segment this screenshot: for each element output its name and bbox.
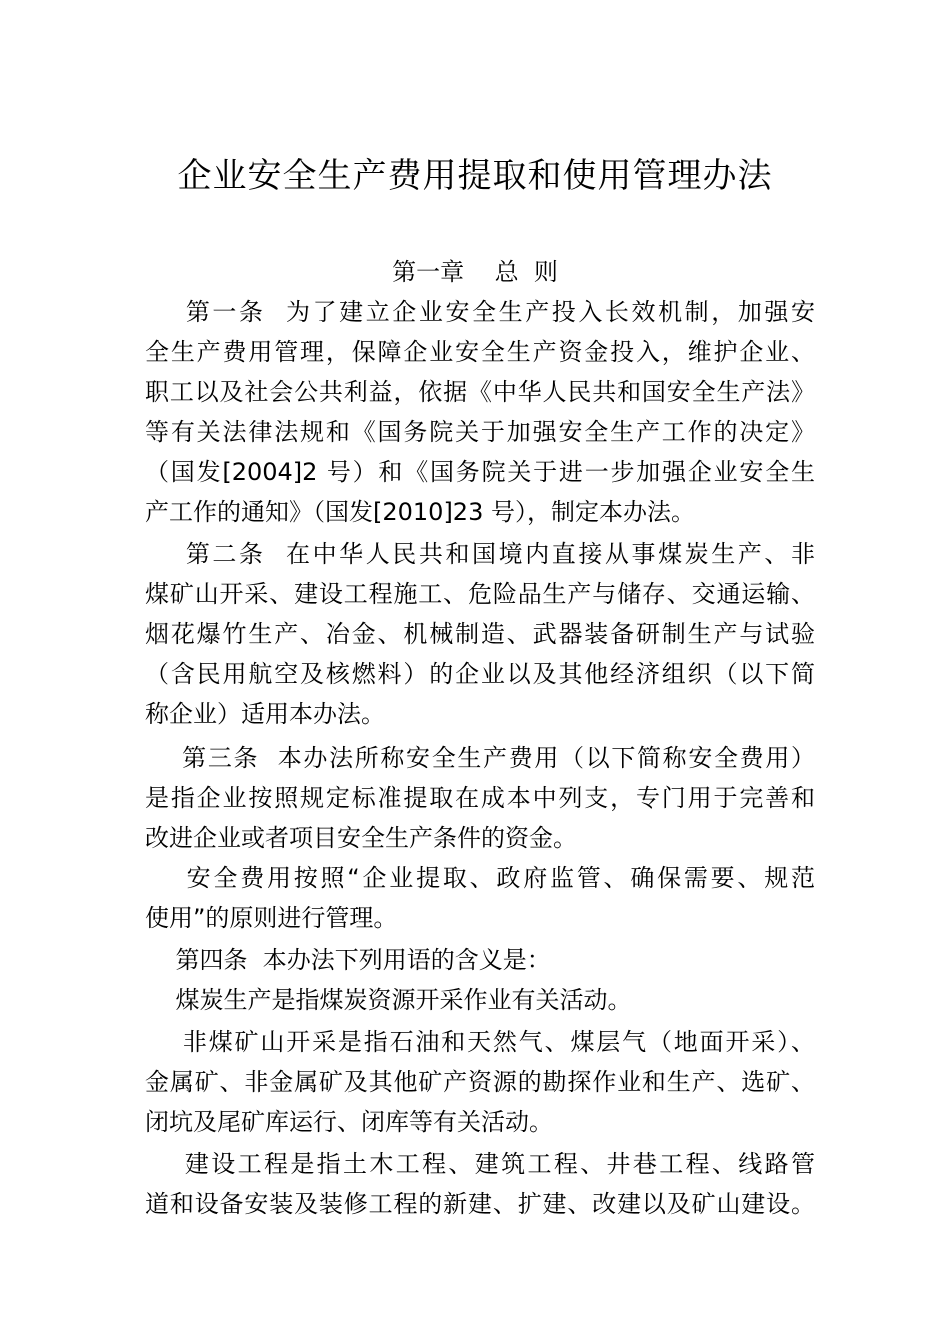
document-title: 企业安全生产费用提取和使用管理办法 [177, 156, 773, 196]
paragraph-line: 建设工程是指土木工程、建筑工程、井巷工程、线路管 [145, 1150, 815, 1178]
chapter-heading: 第一章 总 则 [392, 258, 558, 286]
paragraph-line: 金属矿、非金属矿及其他矿产资源的勘探作业和生产、选矿、 [145, 1068, 815, 1096]
paragraph-line: 称企业）适用本办法。 [145, 700, 385, 728]
paragraph-line: 第三条 本办法所称安全生产费用（以下简称安全费用） [145, 744, 815, 772]
paragraph-line: 安全费用按照“企业提取、政府监管、确保需要、规范 [145, 864, 815, 892]
paragraph-line: 改进企业或者项目安全生产条件的资金。 [145, 824, 577, 852]
paragraph-line: 煤炭生产是指煤炭资源开采作业有关活动。 [145, 986, 632, 1014]
paragraph-line: 职工以及社会公共利益，依据《中华人民共和国安全生产法》 [145, 378, 815, 406]
paragraph-line: 非煤矿山开采是指石油和天然气、煤层气（地面开采）、 [145, 1028, 815, 1056]
paragraph-line: 使用”的原则进行管理。 [145, 904, 398, 932]
paragraph-line: 全生产费用管理，保障企业安全生产资金投入，维护企业、 [145, 338, 815, 366]
paragraph-line: 等有关法律法规和《国务院关于加强安全生产工作的决定》 [145, 418, 815, 446]
paragraph-line: 煤矿山开采、建设工程施工、危险品生产与储存、交通运输、 [145, 580, 815, 608]
paragraph-line: 第一条 为了建立企业安全生产投入长效机制，加强安 [145, 298, 815, 326]
paragraph-line: 烟花爆竹生产、冶金、机械制造、武器装备研制生产与试验 [145, 620, 815, 648]
paragraph-line: 道和设备安装及装修工程的新建、扩建、改建以及矿山建设。 [145, 1190, 815, 1218]
paragraph-line: （国发[2004]2 号）和《国务院关于进一步加强企业安全生 [145, 458, 815, 486]
paragraph-line: 闭坑及尾矿库运行、闭库等有关活动。 [145, 1108, 553, 1136]
paragraph-line: 产工作的通知》（国发[2010]23 号），制定本办法。 [145, 498, 695, 526]
paragraph-line: 第四条 本办法下列用语的含义是： [145, 946, 551, 974]
paragraph-line: 是指企业按照规定标准提取在成本中列支，专门用于完善和 [145, 784, 815, 812]
paragraph-line: 第二条 在中华人民共和国境内直接从事煤炭生产、非 [145, 540, 815, 568]
paragraph-line: （含民用航空及核燃料）的企业以及其他经济组织（以下简 [145, 660, 815, 688]
